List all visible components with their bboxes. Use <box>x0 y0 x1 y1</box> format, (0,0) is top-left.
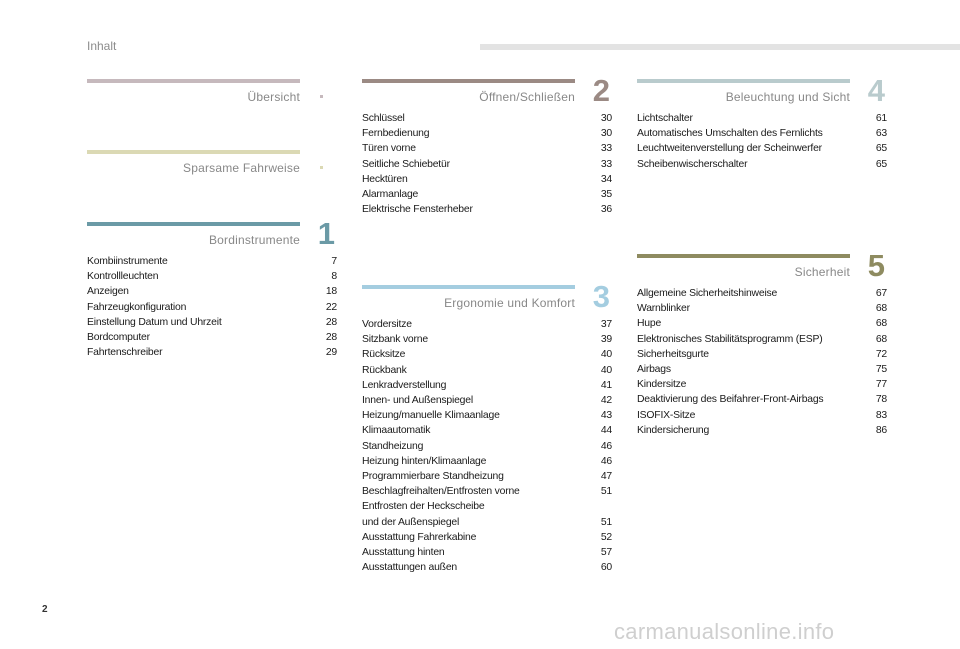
toc-entry[interactable] <box>362 378 612 393</box>
toc-entry-page: 47 <box>600 471 612 483</box>
toc-entry-label: Entfrosten der Heckscheibe und der Außenspiegel <box>362 501 485 528</box>
toc-entry[interactable] <box>637 347 887 362</box>
toc-entry-page: 35 <box>600 189 612 201</box>
toc-entry[interactable] <box>87 345 337 360</box>
toc-entry-page: 60 <box>600 562 612 574</box>
toc-entry-page: 65 <box>875 143 887 155</box>
toc-entry[interactable] <box>87 254 337 269</box>
toc-entry-page: 68 <box>875 318 887 330</box>
toc-entry-label: ISOFIX-Sitze <box>637 409 696 421</box>
toc-entry-page: 44 <box>600 425 612 437</box>
toc-entry-page: 30 <box>600 113 612 124</box>
toc-entry-label: Ausstattungen außen <box>362 562 457 574</box>
toc-entry-page: 40 <box>600 364 612 376</box>
toc-entry[interactable] <box>637 423 887 438</box>
toc-entry-label: Heizung/manuelle Klimaanlage <box>362 410 500 422</box>
toc-entry-label: Ausstattung hinten <box>362 547 445 559</box>
toc-entry-page: 61 <box>875 113 887 124</box>
section-marker-dot <box>320 166 323 169</box>
toc-entry-label: Kindersicherung <box>637 424 710 436</box>
toc-entry[interactable] <box>362 172 612 187</box>
toc-entry-label: Kindersitze <box>637 379 687 391</box>
section-marker-dot <box>320 95 323 98</box>
toc-entry[interactable] <box>637 408 887 423</box>
toc-entry-list <box>362 317 612 575</box>
toc-entry-label: Hupe <box>637 318 662 330</box>
toc-entry-label: Programmierbare Standheizung <box>362 471 504 483</box>
toc-entry[interactable] <box>637 392 887 407</box>
toc-entry[interactable] <box>362 499 612 529</box>
toc-entry-page: 41 <box>600 379 612 391</box>
section-number: 2 <box>592 73 610 108</box>
section-bordinstrumente <box>87 216 337 360</box>
toc-entry-page: 43 <box>600 410 612 422</box>
section-title: Beleuchtung und Sicht <box>725 90 850 104</box>
toc-entry-label: Klimaautomatik <box>362 425 431 437</box>
toc-entry[interactable] <box>362 363 612 378</box>
toc-entry-page: 72 <box>875 348 887 360</box>
section-beleuchtung <box>637 73 887 172</box>
toc-entry[interactable] <box>362 157 612 172</box>
toc-entry[interactable] <box>362 317 612 332</box>
toc-entry-label: Schlüssel <box>362 113 405 124</box>
toc-entry[interactable] <box>637 286 887 301</box>
toc-entry-label: Elektronisches Stabilitätsprogramm (ESP) <box>637 333 823 345</box>
toc-entry[interactable] <box>362 408 612 423</box>
toc-entry-label: Alarmanlage <box>362 189 419 201</box>
toc-entry[interactable] <box>362 439 612 454</box>
section-number: 5 <box>867 248 885 283</box>
toc-entry[interactable] <box>637 157 887 172</box>
toc-entry-page: 39 <box>600 334 612 346</box>
toc-entry-label: Hecktüren <box>362 173 408 185</box>
toc-entry-label: Heizung hinten/Klimaanlage <box>362 455 487 467</box>
toc-entry-page: 28 <box>325 316 337 328</box>
section-title: Sparsame Fahrweise <box>183 161 300 175</box>
toc-entry-page: 77 <box>875 379 887 391</box>
toc-entry[interactable] <box>87 315 337 330</box>
toc-entry[interactable] <box>362 530 612 545</box>
toc-entry-label: Fernbedienung <box>362 128 430 140</box>
toc-entry-page: 68 <box>875 333 887 345</box>
toc-entry-label: Standheizung <box>362 440 424 452</box>
toc-entry-page: 7 <box>331 256 337 267</box>
section-title: Übersicht <box>247 90 300 104</box>
toc-entry-page: 75 <box>875 364 887 376</box>
toc-entry-label: Airbags <box>637 364 671 376</box>
toc-entry-label: Kontrollleuchten <box>87 271 159 283</box>
toc-entry-page: 8 <box>331 271 337 283</box>
toc-entry-label: Bordcomputer <box>87 332 150 344</box>
toc-entry-page: 51 <box>600 516 612 528</box>
toc-entry-label: Rückbank <box>362 364 407 376</box>
toc-entry-page: 33 <box>600 143 612 155</box>
toc-entry[interactable] <box>362 469 612 484</box>
toc-entry[interactable] <box>87 300 337 315</box>
toc-entry-list <box>87 254 337 360</box>
toc-entry[interactable] <box>637 141 887 156</box>
toc-entry-label: Sicherheitsgurte <box>637 348 709 360</box>
toc-entry-label: Deaktivierung des Beifahrer-Front-Airbags <box>637 394 824 406</box>
toc-entry-page: 52 <box>600 531 612 543</box>
toc-entry-page: 65 <box>875 158 887 170</box>
toc-entry-label: Türen vorne <box>362 143 416 155</box>
toc-entry[interactable] <box>637 316 887 331</box>
toc-entry[interactable] <box>637 362 887 377</box>
section-sicherheit <box>637 248 887 438</box>
toc-entry[interactable] <box>362 332 612 347</box>
toc-entry-label: Innen- und Außenspiegel <box>362 395 473 407</box>
toc-entry-label: Allgemeine Sicherheitshinweise <box>637 288 778 299</box>
toc-entry-label: Sitzbank vorne <box>362 334 428 346</box>
section-sparsam <box>87 150 337 178</box>
toc-entry-page: 51 <box>600 486 612 498</box>
toc-entry-page: 36 <box>600 204 612 216</box>
toc-entry-page: 83 <box>875 409 887 421</box>
watermark: carmanualsonline.info <box>614 619 835 644</box>
section-number: 4 <box>867 73 885 108</box>
toc-entry-label: Fahrzeugkonfiguration <box>87 301 187 313</box>
section-title: Ergonomie und Komfort <box>444 296 575 310</box>
toc-entry-label: Automatisches Umschalten des Fernlichts <box>637 128 823 140</box>
toc-entry[interactable] <box>362 202 612 217</box>
page-number: 2 <box>42 604 48 615</box>
section-title: Sicherheit <box>794 265 850 279</box>
toc-entry[interactable] <box>362 393 612 408</box>
toc-entry-label: Anzeigen <box>87 286 129 298</box>
section-number: 3 <box>592 279 610 314</box>
toc-entry-label: Rücksitze <box>362 349 406 361</box>
toc-entry-page: 63 <box>875 128 887 140</box>
toc-entry-label: Lichtschalter <box>637 113 693 124</box>
toc-entry[interactable] <box>87 269 337 284</box>
toc-entry[interactable] <box>362 560 612 575</box>
toc-entry-list <box>637 111 887 172</box>
toc-entry-label: Seitliche Schiebetür <box>362 158 450 170</box>
toc-entry-page: 68 <box>875 303 887 315</box>
toc-entry-label: Beschlagfreihalten/Entfrosten vorne <box>362 486 520 498</box>
toc-entry-page: 46 <box>600 440 612 452</box>
toc-entry-label: Einstellung Datum und Uhrzeit <box>87 316 222 328</box>
toc-entry-page: 46 <box>600 455 612 467</box>
toc-entry-page: 18 <box>325 286 337 298</box>
toc-entry[interactable] <box>87 284 337 299</box>
toc-entry-list <box>362 111 612 217</box>
toc-entry[interactable] <box>87 330 337 345</box>
toc-entry[interactable] <box>637 332 887 347</box>
toc-entry-list <box>637 286 887 438</box>
toc-entry-page: 67 <box>875 288 887 299</box>
toc-entry-label: Leuchtweitenverstellung der Scheinwerfer <box>637 143 822 155</box>
toc-entry-label: Warnblinker <box>637 303 690 315</box>
toc-entry-label: Ausstattung Fahrerkabine <box>362 531 477 543</box>
toc-entry-label: Vordersitze <box>362 319 412 330</box>
toc-entry-label: Lenkradverstellung <box>362 379 447 391</box>
toc-entry-page: 42 <box>600 395 612 407</box>
toc-entry-page: 34 <box>600 173 612 185</box>
toc-entry-page: 33 <box>600 158 612 170</box>
toc-entry-label: Scheibenwischerschalter <box>637 158 748 170</box>
toc-entry-label: Kombiinstrumente <box>87 256 168 267</box>
toc-entry-page: 29 <box>325 347 337 359</box>
page-header-title: Inhalt <box>87 39 117 53</box>
toc-entry[interactable] <box>362 187 612 202</box>
toc-entry[interactable] <box>637 126 887 141</box>
section-title: Öffnen/Schließen <box>479 90 575 104</box>
toc-entry[interactable] <box>362 141 612 156</box>
toc-entry[interactable] <box>362 126 612 141</box>
toc-entry-page: 22 <box>325 301 337 313</box>
toc-entry[interactable] <box>362 545 612 560</box>
toc-entry-page: 86 <box>875 424 887 436</box>
toc-entry-page: 57 <box>600 547 612 559</box>
section-title: Bordinstrumente <box>208 233 300 247</box>
section-ergonomie <box>362 279 612 575</box>
toc-entry-page: 37 <box>600 319 612 330</box>
section-oeffnen <box>362 73 612 217</box>
toc-entry[interactable] <box>362 347 612 362</box>
toc-entry[interactable] <box>362 454 612 469</box>
toc-entry[interactable] <box>637 301 887 316</box>
toc-entry-label: Fahrtenschreiber <box>87 347 163 359</box>
header-rule <box>480 44 960 50</box>
toc-entry[interactable] <box>362 423 612 438</box>
toc-entry-page: 40 <box>600 349 612 361</box>
toc-entry-page: 30 <box>600 128 612 140</box>
toc-entry-page: 78 <box>875 394 887 406</box>
toc-entry-page: 28 <box>325 332 337 344</box>
toc-entry[interactable] <box>637 377 887 392</box>
section-uebersicht <box>87 79 337 107</box>
toc-entry[interactable] <box>637 111 887 126</box>
toc-entry[interactable] <box>362 111 612 126</box>
toc-entry-label: Elektrische Fensterheber <box>362 204 473 216</box>
section-number: 1 <box>317 216 335 251</box>
toc-entry[interactable] <box>362 484 612 499</box>
